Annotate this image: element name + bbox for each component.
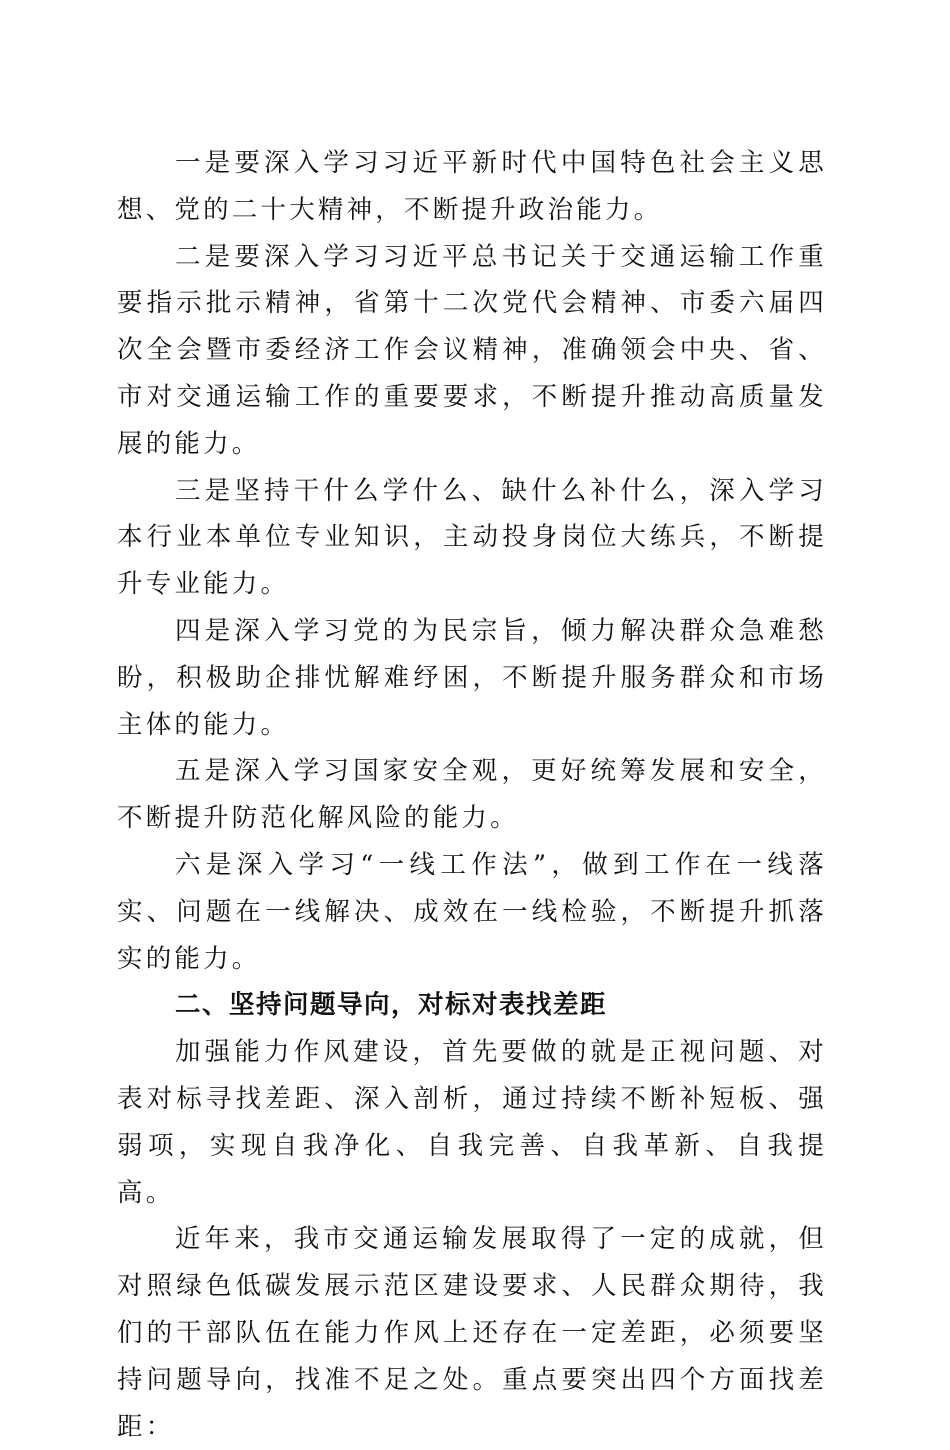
paragraph-item-5: 五是深入学习国家安全观，更好统筹发展和安全，不断提升防范化解风险的能力。 [117, 756, 827, 834]
section-heading: 二、坚持问题导向，对标对表找差距 [175, 990, 608, 1021]
paragraph-item-2: 二是要深入学习习近平总书记关于交通运输工作重要指示批示精神，省第十二次党代会精神、市委六届四次全会暨市委经济工作会议精神，准确领会中央、省、市对交通运输工作的重要要求，不断提升推动高质量发展的能力。 [117, 241, 827, 459]
paragraph-item-1: 一是要深入学习习近平新时代中国特色社会主义思想、党的二十大精神，不断提升政治能力。 [117, 148, 827, 225]
paragraph-item-4: 四是深入学习党的为民宗旨，倾力解决群众急难愁盼，积极助企排忧解难纾困，不断提升服务群众和市场主体的能力。 [117, 615, 827, 740]
document-body [117, 140, 827, 1450]
paragraph-item-6: 六是深入学习“一线工作法”，做到工作在一线落实、问题在一线解决、成效在一线检验，不断提升抓落实的能力。 [117, 849, 827, 974]
paragraph-item-3: 三是坚持干什么学什么、缺什么补什么，深入学习本行业本单位专业知识，主动投身岗位大练兵，不断提升专业能力。 [117, 475, 827, 600]
paragraph-intro: 加强能力作风建设，首先要做的就是正视问题、对表对标寻找差距、深入剖析，通过持续不断补短板、强弱项，实现自我净化、自我完善、自我革新、自我提高。 [117, 1037, 827, 1208]
paragraph-context: 近年来，我市交通运输发展取得了一定的成就，但对照绿色低碳发展示范区建设要求、人民群众期待，我们的干部队伍在能力作风上还存在一定差距，必须要坚持问题导向，找准不足之处。重点要突出四个方面找差距： [117, 1224, 827, 1442]
